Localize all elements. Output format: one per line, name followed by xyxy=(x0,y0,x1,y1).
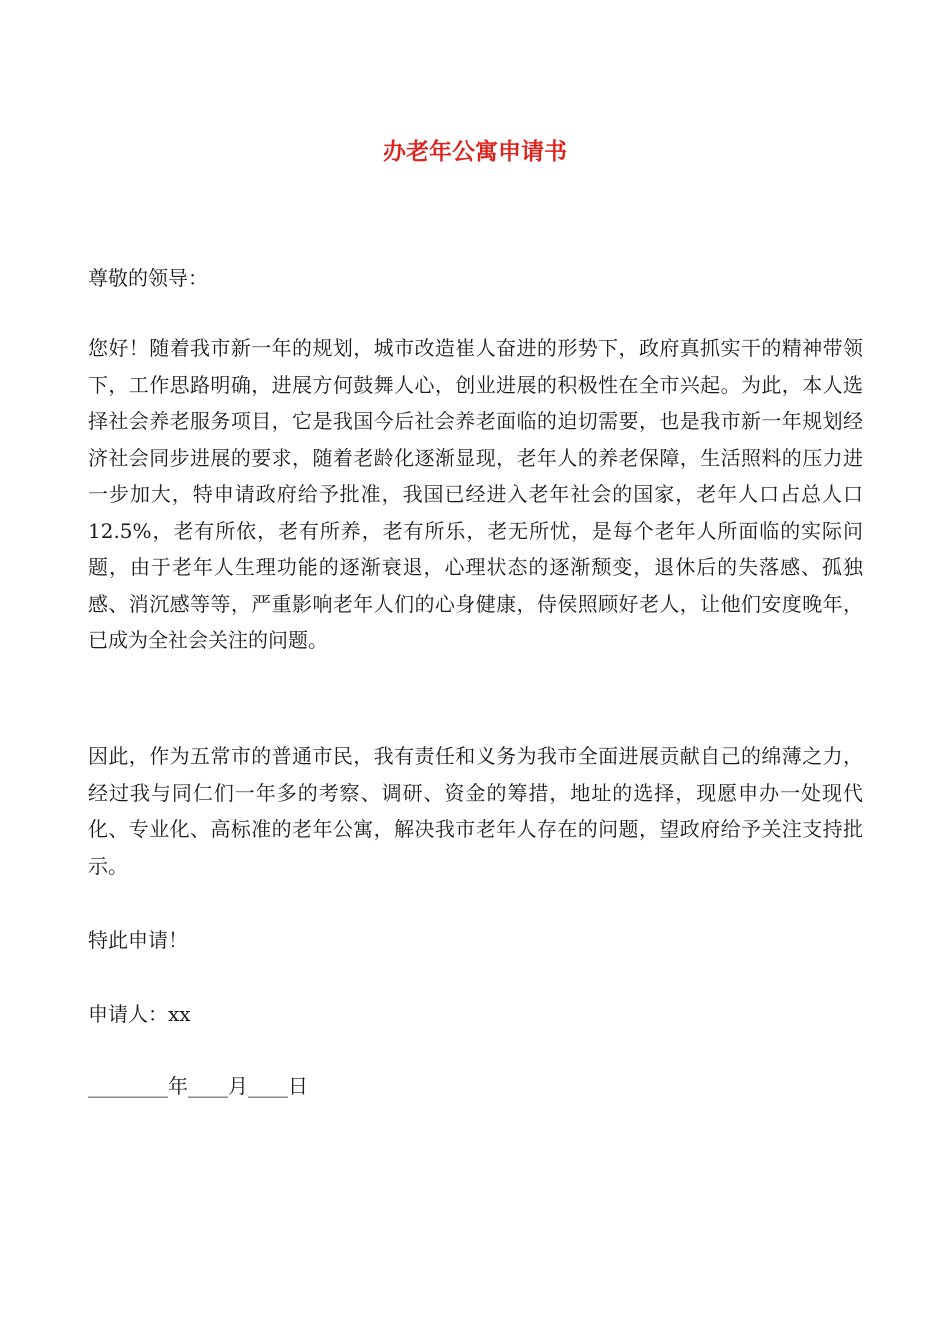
document-title: 办老年公寓申请书 xyxy=(383,139,567,165)
paragraph-reason: 因此，作为五常市的普通市民，我有责任和义务为我市全面进展贡献自己的绵薄之力，经过我与同仁们一年多的考察、调研、资金的筹措，地址的选择，现愿申办一处现代化、专业化、高标准的老年公寓，解决我市老年人存在的问题，望政府给予关注支持批示。 xyxy=(88,744,863,878)
salutation: 尊敬的领导： xyxy=(88,266,208,290)
date-line: ________年____月____日 xyxy=(88,1074,308,1098)
applicant-line: 申请人：xx xyxy=(88,1002,191,1026)
paragraph-greeting: 您好！随着我市新一年的规划，城市改造崔人奋进的形势下，政府真抓实干的精神带领下，工作思路明确，进展方何鼓舞人心，创业进展的积极性在全市兴起。为此，本人选择社会养老服务项目，它是我国今后社会养老面临的迫切需要，也是我市新一年规划经济社会同步进展的要求，随着老龄化逐渐显现，老年人的养老保障，生活照料的压力进一步加大，特申请政府给予批准，我国已经进入老年社会的国家，老年人口占总人口12.5%，老有所依，老有所养，老有所乐，老无所忧，是每个老年人所面临的实际问题，由于老年人生理功能的逐渐衰退，心理状态的逐渐颓变，退休后的失落感、孤独感、消沉感等等，严重影响老年人们的心身健康，侍侯照顾好老人，让他们安度晚年，已成为全社会关注的问题。 xyxy=(88,336,863,652)
closing-line: 特此申请！ xyxy=(88,928,188,952)
